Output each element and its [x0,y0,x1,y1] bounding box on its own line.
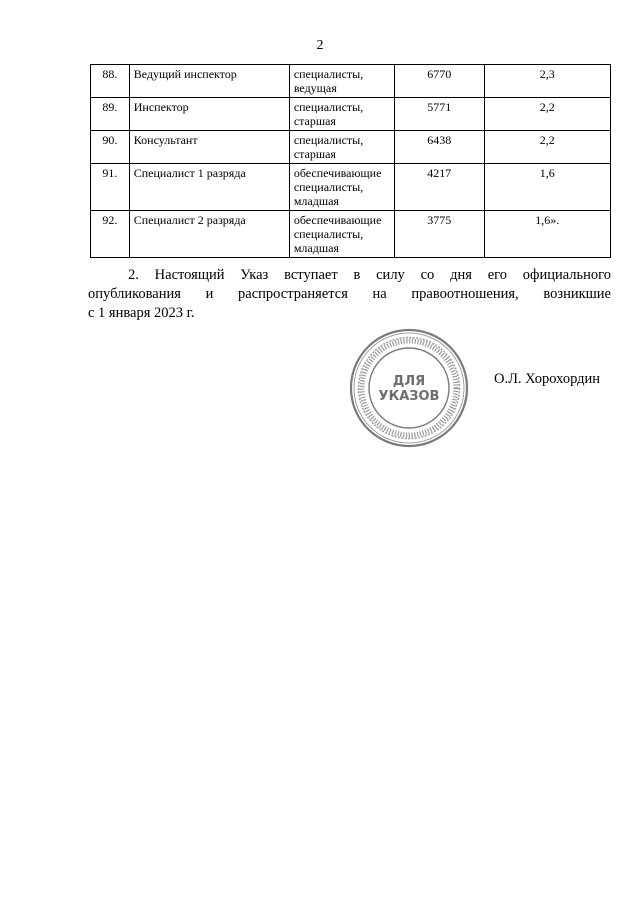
positions-table [90,64,611,258]
coefficient-value: 2,2 [484,98,610,131]
signatory-name: О.Л. Хорохордин [494,371,601,387]
position-title: Инспектор [129,98,289,131]
position-group: обеспечивающие специалисты, младшая [289,211,394,258]
salary-value: 5771 [394,98,484,131]
seal-stamp-icon [348,327,470,449]
table-row [91,65,611,98]
position-group: обеспечивающие специалисты, младшая [289,164,394,211]
position-group: специалисты, ведущая [289,65,394,98]
table-row [91,211,611,258]
svg-text:ДЛЯ: ДЛЯ [392,374,426,389]
decree-clause [88,266,611,323]
salary-value: 6770 [394,65,484,98]
row-number: 92. [91,211,130,258]
positions-table-body [91,65,611,258]
clause-line: 2. Настоящий Указ вступает в силу со дня его официального [128,267,611,283]
row-number: 88. [91,65,130,98]
clause-line: опубликования и распространяется на правоотношения, возникшие [88,286,611,302]
coefficient-value: 1,6». [484,211,610,258]
position-group: специалисты, старшая [289,98,394,131]
coefficient-value: 1,6 [484,164,610,211]
coefficient-value: 2,2 [484,131,610,164]
clause-line: с 1 января 2023 г. [88,305,195,321]
row-number: 90. [91,131,130,164]
position-group: специалисты, старшая [289,131,394,164]
svg-text:УКАЗОВ: УКАЗОВ [378,389,440,404]
coefficient-value: 2,3 [484,65,610,98]
salary-value: 3775 [394,211,484,258]
page-number: 2 [316,38,324,53]
salary-value: 6438 [394,131,484,164]
position-title: Специалист 1 разряда [129,164,289,211]
table-row [91,164,611,211]
position-title: Специалист 2 разряда [129,211,289,258]
salary-value: 4217 [394,164,484,211]
table-row [91,131,611,164]
row-number: 89. [91,98,130,131]
position-title: Консультант [129,131,289,164]
row-number: 91. [91,164,130,211]
table-row [91,98,611,131]
position-title: Ведущий инспектор [129,65,289,98]
